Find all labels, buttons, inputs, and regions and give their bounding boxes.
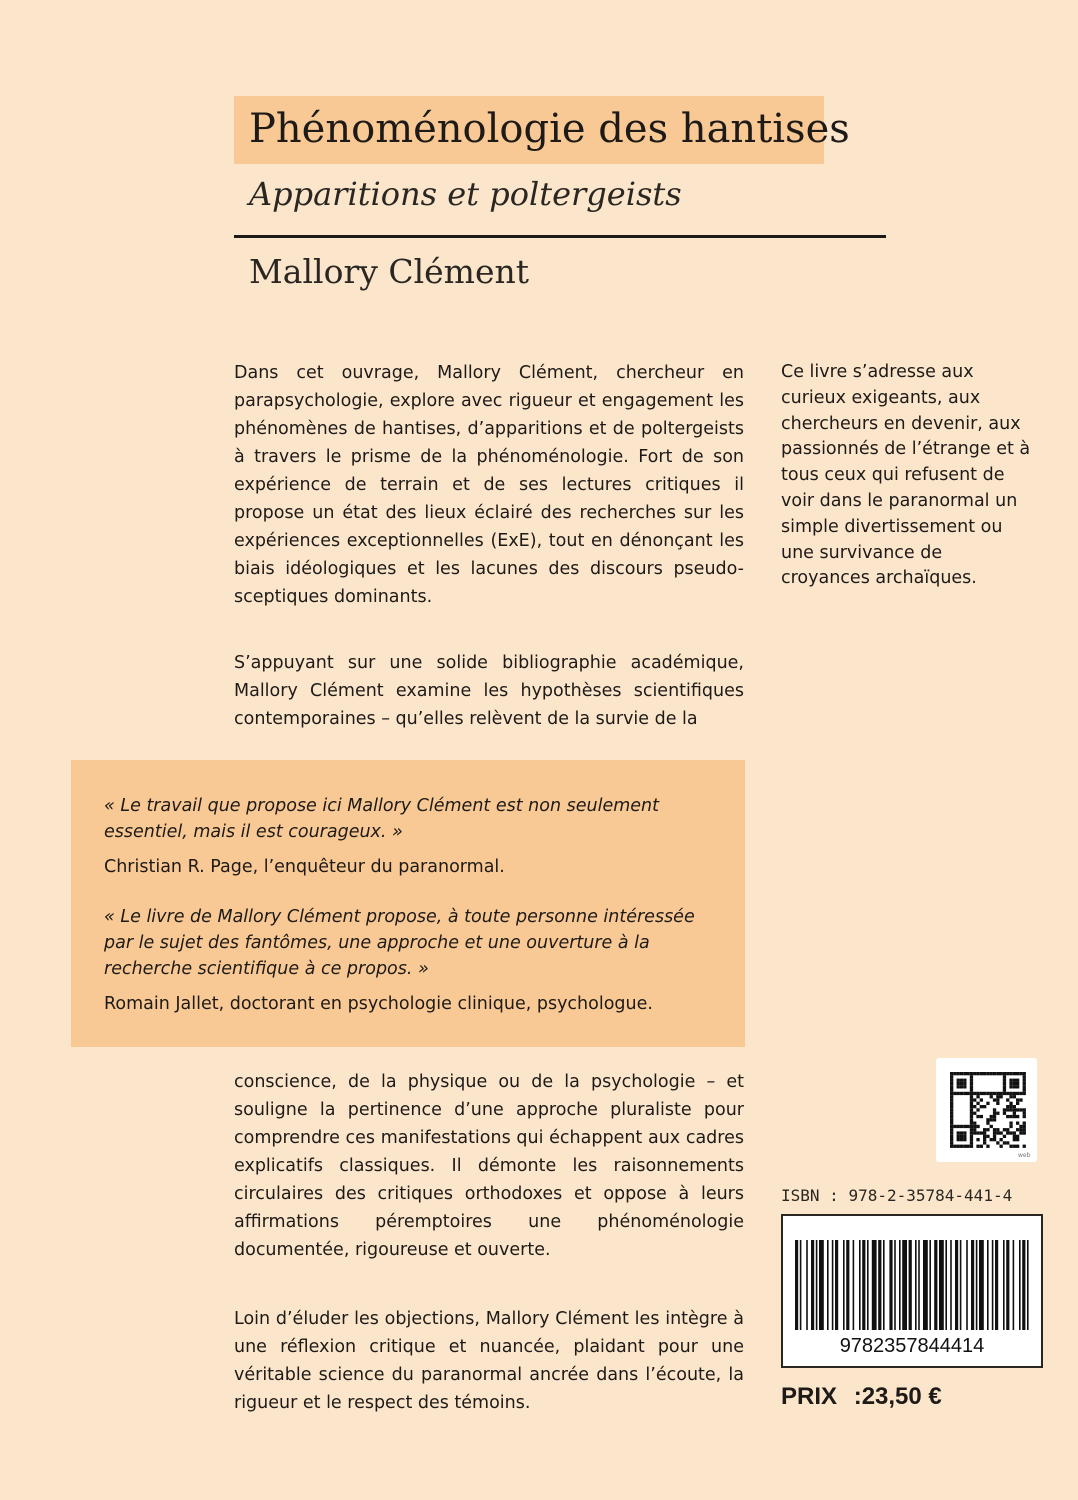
blurb-paragraph-1: Dans cet ouvrage, Mallory Clément, chercheur en parapsychologie, explore avec rigueur et engagement les phénomènes de hantises, d’apparitions et de poltergeists à travers le prisme de la phénoménologie. Fort de son expérience de terrain et de ses lectures critiques il propose un état des lieux éclairé des recherches sur les expériences exceptionnelles (ExE), tout en dénonçant les biais idéologiques et les lacunes des discours pseudo-sceptiques dominants. [234,363,744,607]
book-title: Phénoménologie des hantises [249,106,850,152]
blurb-paragraph-3: conscience, de la physique ou de la psychologie – et souligne la pertinence d’une approche pluraliste pour comprendre ces manifestations qui échappent aux cadres explicatifs classiques. Il démonte les raisonnements circulaires des critiques orthodoxes et oppose à leurs affirmations péremptoires une phénoménologie documentée, rigoureuse et ouverte. [234,1072,744,1260]
qr-label: web [1018,1152,1031,1159]
quote-2: « Le livre de Mallory Clément propose, à toute personne intéressée par le sujet des fantômes, une approche et une ouverture à la recherche scientifique à ce propos. » [104,907,695,979]
book-author: Mallory Clément [249,252,530,291]
title-divider [234,235,886,238]
price-value: 23,50 € [861,1383,942,1410]
barcode-bars [783,1216,1041,1334]
blurb-paragraph-4: Loin d’éluder les objections, Mallory Clément les intègre à une réflexion critique et nuancée, plaidant pour une véritable science du paranormal ancrée dans l’écoute, la rigueur et le respect des témoins. [234,1309,744,1413]
barcode-digits: 9782357844414 [839,1335,985,1357]
qr-code-icon [936,1058,1037,1162]
isbn-separator: : [829,1186,839,1205]
isbn-line [781,1185,1012,1207]
qr-code [936,1058,1037,1162]
audience-text: Ce livre s’adresse aux curieux exigeants, aux chercheurs en devenir, aux passionnés de l’étrange et à tous ceux qui refusent de voir dans le paranormal un simple divertissement ou une survivance de croyances archaïques. [781,362,1031,589]
price-label: PRIX [781,1383,838,1410]
quote-1-attribution: Christian R. Page, l’enquêteur du paranormal. [104,857,505,877]
quote-1: « Le travail que propose ici Mallory Clément est non seulement essentiel, mais il est courageux. » [104,796,659,842]
isbn-label: ISBN [781,1186,820,1205]
book-subtitle: Apparitions et poltergeists [249,175,682,213]
barcode [781,1214,1043,1368]
blurb-paragraph-2: S’appuyant sur une solide bibliographie académique, Mallory Clément examine les hypothèses scientifiques contemporaines – qu’elles relèvent de la survie de la [234,653,744,729]
quote-2-attribution: Romain Jallet, doctorant en psychologie clinique, psychologue. [104,994,653,1014]
price-line [781,1381,942,1413]
price-separator: : [853,1383,862,1410]
isbn-number: 978-2-35784-441-4 [848,1186,1013,1205]
